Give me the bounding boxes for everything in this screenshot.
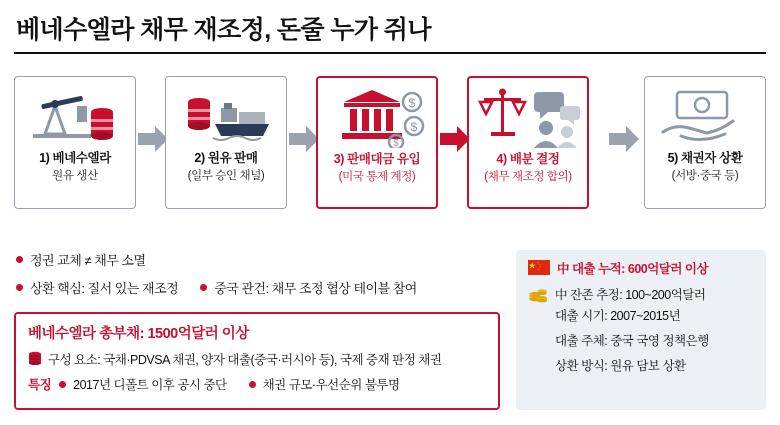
debt-features-row <box>28 375 488 393</box>
china-loan-lender-text: 대출 주체: 중국 국영 정책은행 <box>555 334 709 348</box>
china-loan-lender-row <box>528 331 756 349</box>
flow-step-4-number: 4) <box>496 152 507 166</box>
bullet-dot-icon <box>249 381 256 388</box>
china-loan-total-text: 中 대출 누적: 600억달러 이상 <box>557 262 709 276</box>
flow-step-4[interactable] <box>467 76 589 209</box>
svg-text:$: $ <box>410 120 418 134</box>
scales-negotiation-icon <box>469 84 587 150</box>
flow-step-5[interactable] <box>644 76 766 209</box>
flow-step-3-label: 판매대금 유입 <box>347 152 421 166</box>
china-loan-period-text: 대출 시기: 2007~2015년 <box>555 309 681 323</box>
debt-feature-1-text: 2017년 디폴트 이후 공시 중단 <box>73 378 227 392</box>
coin-stack-icon <box>28 351 42 368</box>
flow-step-4-sublabel: (채무 재조정 합의) <box>484 170 572 183</box>
flow-step-2-sublabel: (일부 승인 채널) <box>187 169 265 182</box>
key-point-1-text: 정권 교체 ≠ 채무 소멸 <box>30 253 146 268</box>
hand-cash-icon <box>645 83 765 149</box>
title-divider <box>14 52 766 54</box>
flow-arrow-2 <box>289 126 319 152</box>
flow-step-2-label: 원유 판매 <box>207 151 258 165</box>
process-flow <box>14 70 766 215</box>
debt-composition-row <box>28 350 488 368</box>
flow-step-5-sublabel: (서방·중국 등) <box>671 169 739 182</box>
key-point-2-right-text: 중국 관건: 채무 조정 협상 테이블 참여 <box>214 281 417 296</box>
debt-composition-text: 구성 요소: 국채·PDVSA 채권, 양자 대출(중국·러시아 등), 국제 중재 판정 채권 <box>48 353 442 367</box>
flow-step-1-sublabel: 원유 생산 <box>52 169 98 182</box>
total-debt-panel <box>14 312 500 410</box>
flow-step-3-sublabel: (미국 통제 계정) <box>338 170 416 183</box>
total-debt-title: 베네수엘라 총부채: 1500억달러 이상 <box>28 326 249 342</box>
key-point-row-1 <box>16 250 496 269</box>
flow-step-3[interactable] <box>316 76 438 209</box>
flow-step-5-number: 5) <box>667 151 678 165</box>
china-loan-total-row <box>528 259 756 278</box>
flow-step-2-number: 2) <box>194 151 205 165</box>
flow-arrow-3 <box>440 126 470 152</box>
bullet-dot-icon <box>16 256 23 263</box>
bullet-dot-icon <box>200 284 207 291</box>
bullet-dot-icon <box>16 284 23 291</box>
china-loan-repayment-text: 상환 방식: 원유 담보 상환 <box>555 359 686 373</box>
china-loan-remaining-row <box>528 285 756 324</box>
oil-tanker-icon <box>166 83 286 149</box>
bullet-dot-icon <box>59 381 66 388</box>
flow-step-1-number: 1) <box>39 151 50 165</box>
flow-arrow-4 <box>609 126 639 152</box>
flow-step-1[interactable] <box>14 76 136 209</box>
flow-step-1-label: 베네수엘라 <box>52 151 111 165</box>
bank-money-icon <box>318 84 436 150</box>
china-loan-remaining-text: 中 잔존 추정: 100~200억달러 <box>555 288 706 302</box>
oil-pumpjack-icon <box>15 83 135 149</box>
key-point-2-left-text: 상환 핵심: 질서 있는 재조정 <box>30 281 179 296</box>
flow-step-2[interactable] <box>165 76 287 209</box>
features-tag-label: 특징 <box>28 378 52 392</box>
key-points-list <box>16 250 496 306</box>
flow-step-5-label: 채권자 상환 <box>680 151 743 165</box>
china-flag-icon <box>528 260 550 278</box>
flow-step-4-label: 배분 결정 <box>509 152 560 166</box>
page-title: 베네수엘라 채무 재조정, 돈줄 누가 쥐나 <box>16 16 431 44</box>
svg-text:$: $ <box>408 96 416 110</box>
key-point-row-2 <box>16 278 496 297</box>
china-loan-repayment-row <box>528 356 756 374</box>
debt-feature-2-text: 채권 규모·우선순위 불투명 <box>262 378 400 392</box>
flow-step-3-number: 3) <box>333 152 345 166</box>
china-loans-panel <box>516 250 766 410</box>
flow-arrow-1 <box>138 126 168 152</box>
coin-stack-icon <box>528 286 548 309</box>
svg-text:$: $ <box>393 138 399 148</box>
